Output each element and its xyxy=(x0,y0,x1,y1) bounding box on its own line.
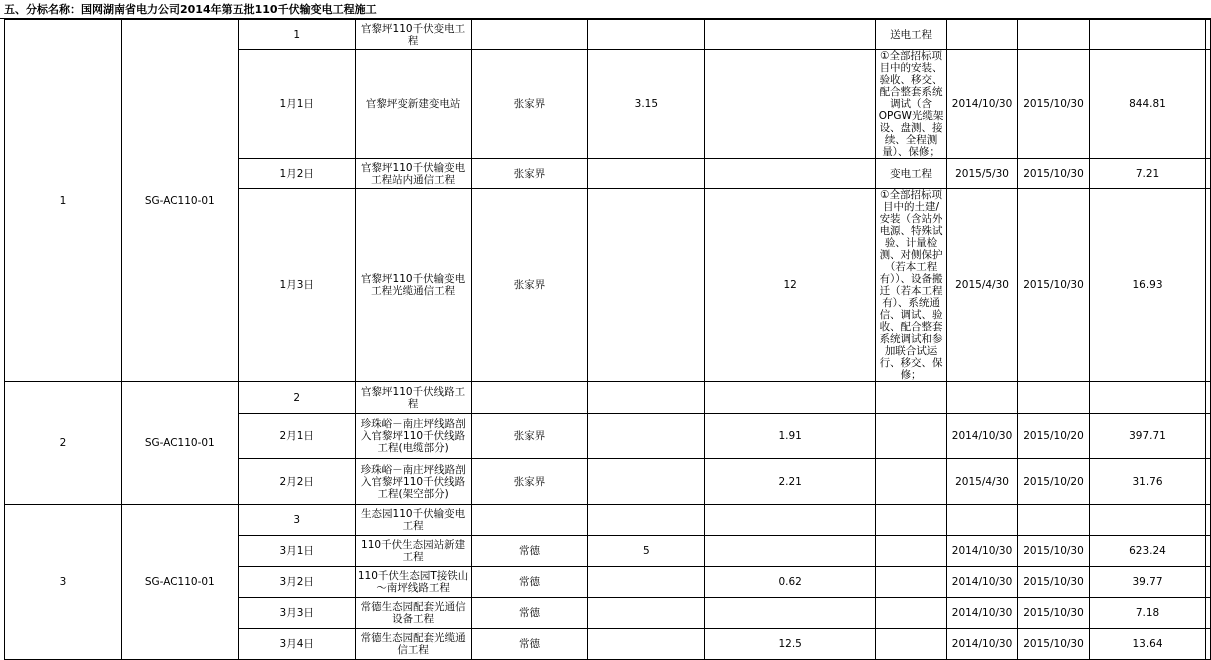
c5-cell[interactable] xyxy=(705,536,876,567)
empty-cell[interactable] xyxy=(1206,382,1211,414)
amount-cell[interactable]: 13.64 xyxy=(1090,629,1206,660)
name-cell[interactable]: 珍珠峪－南庄坪线路剖入官黎坪110千伏线路工程(架空部分) xyxy=(355,459,471,505)
c4-cell[interactable] xyxy=(588,414,705,459)
start-cell[interactable] xyxy=(947,505,1018,536)
end-cell[interactable]: 2015/10/30 xyxy=(1018,189,1090,382)
empty-cell[interactable] xyxy=(1206,536,1211,567)
idx-cell[interactable]: 2月1日 xyxy=(238,414,355,459)
idx-cell[interactable]: 1月2日 xyxy=(238,159,355,189)
c4-cell[interactable] xyxy=(588,382,705,414)
c5-cell[interactable] xyxy=(705,505,876,536)
c5-cell[interactable]: 12 xyxy=(705,189,876,382)
start-cell[interactable] xyxy=(947,20,1018,50)
empty-cell[interactable] xyxy=(1206,459,1211,505)
start-cell[interactable]: 2014/10/30 xyxy=(947,536,1018,567)
desc-cell[interactable] xyxy=(876,629,947,660)
c5-cell[interactable]: 1.91 xyxy=(705,414,876,459)
c5-cell[interactable] xyxy=(705,598,876,629)
start-cell[interactable]: 2015/4/30 xyxy=(947,459,1018,505)
amount-cell[interactable]: 397.71 xyxy=(1090,414,1206,459)
name-cell[interactable]: 官黎坪变新建变电站 xyxy=(355,50,471,159)
amount-cell[interactable]: 844.81 xyxy=(1090,50,1206,159)
idx-cell[interactable]: 3月3日 xyxy=(238,598,355,629)
c4-cell[interactable]: 5 xyxy=(588,536,705,567)
loc-cell[interactable]: 张家界 xyxy=(471,189,588,382)
empty-cell[interactable] xyxy=(1206,598,1211,629)
desc-cell[interactable] xyxy=(876,598,947,629)
name-cell[interactable]: 官黎坪110千伏变电工程 xyxy=(355,20,471,50)
loc-cell[interactable] xyxy=(471,505,588,536)
bid-table xyxy=(4,19,1211,660)
idx-cell[interactable]: 1月3日 xyxy=(238,189,355,382)
c4-cell[interactable] xyxy=(588,189,705,382)
empty-cell[interactable] xyxy=(1206,505,1211,536)
c4-cell[interactable]: 3.15 xyxy=(588,50,705,159)
loc-cell[interactable] xyxy=(471,382,588,414)
amount-cell[interactable]: 16.93 xyxy=(1090,189,1206,382)
desc-cell[interactable] xyxy=(876,505,947,536)
desc-cell[interactable]: ①全部招标项目中的安装、验收、移交、配合整套系统调试（含OPGW光缆架设、盘测、接续、全程测量）、保修； xyxy=(876,50,947,159)
loc-cell[interactable]: 常德 xyxy=(471,598,588,629)
amount-cell[interactable]: 7.18 xyxy=(1090,598,1206,629)
empty-cell[interactable] xyxy=(1206,20,1211,50)
name-cell[interactable]: 官黎坪110千伏输变电工程站内通信工程 xyxy=(355,159,471,189)
c5-cell[interactable]: 12.5 xyxy=(705,629,876,660)
start-cell[interactable]: 2015/5/30 xyxy=(947,159,1018,189)
loc-cell[interactable]: 常德 xyxy=(471,567,588,598)
end-cell[interactable]: 2015/10/30 xyxy=(1018,50,1090,159)
c4-cell[interactable] xyxy=(588,567,705,598)
c5-cell[interactable] xyxy=(705,382,876,414)
start-cell[interactable]: 2014/10/30 xyxy=(947,414,1018,459)
start-cell[interactable]: 2014/10/30 xyxy=(947,629,1018,660)
end-cell[interactable]: 2015/10/20 xyxy=(1018,414,1090,459)
idx-cell[interactable]: 3月2日 xyxy=(238,567,355,598)
idx-cell[interactable]: 3月4日 xyxy=(238,629,355,660)
loc-cell[interactable]: 张家界 xyxy=(471,459,588,505)
end-cell[interactable] xyxy=(1018,20,1090,50)
c5-cell[interactable] xyxy=(705,159,876,189)
loc-cell[interactable] xyxy=(471,20,588,50)
empty-cell[interactable] xyxy=(1206,629,1211,660)
c5-cell[interactable] xyxy=(705,50,876,159)
group-no-cell[interactable]: 1 xyxy=(5,20,122,382)
loc-cell[interactable]: 张家界 xyxy=(471,159,588,189)
desc-cell[interactable] xyxy=(876,459,947,505)
section-title: 五、分标名称：国网湖南省电力公司2014年第五批110千伏输变电工程施工 xyxy=(0,0,1211,19)
c5-cell[interactable]: 0.62 xyxy=(705,567,876,598)
c5-cell[interactable] xyxy=(705,20,876,50)
start-cell[interactable]: 2014/10/30 xyxy=(947,567,1018,598)
c5-cell[interactable]: 2.21 xyxy=(705,459,876,505)
start-cell[interactable]: 2014/10/30 xyxy=(947,598,1018,629)
c4-cell[interactable] xyxy=(588,459,705,505)
amount-cell[interactable]: 31.76 xyxy=(1090,459,1206,505)
group-no-cell[interactable]: 2 xyxy=(5,382,122,505)
idx-cell[interactable]: 3月1日 xyxy=(238,536,355,567)
start-cell[interactable]: 2015/4/30 xyxy=(947,189,1018,382)
group-code-cell[interactable]: SG-AC110-01 xyxy=(121,505,238,660)
start-cell[interactable] xyxy=(947,382,1018,414)
desc-cell[interactable] xyxy=(876,382,947,414)
loc-cell[interactable]: 张家界 xyxy=(471,414,588,459)
loc-cell[interactable]: 张家界 xyxy=(471,50,588,159)
end-cell[interactable]: 2015/10/30 xyxy=(1018,629,1090,660)
desc-cell[interactable]: ①全部招标项目中的土建/安装（含站外电源、特殊试验、计量检测、对侧保护（若本工程有））、设备搬迁（若本工程有）、系统通信、调试、验收、配合整套系统调试和参加联合试运行、移交、保修； xyxy=(876,189,947,382)
desc-cell[interactable]: 变电工程 xyxy=(876,159,947,189)
amount-cell[interactable]: 623.24 xyxy=(1090,536,1206,567)
empty-cell[interactable] xyxy=(1206,567,1211,598)
end-cell[interactable] xyxy=(1018,505,1090,536)
empty-cell[interactable] xyxy=(1206,414,1211,459)
group-code-cell[interactable]: SG-AC110-01 xyxy=(121,382,238,505)
loc-cell[interactable]: 常德 xyxy=(471,536,588,567)
name-cell[interactable]: 官黎坪110千伏线路工程 xyxy=(355,382,471,414)
empty-cell[interactable] xyxy=(1206,50,1211,159)
amount-cell[interactable]: 39.77 xyxy=(1090,567,1206,598)
name-cell[interactable]: 官黎坪110千伏输变电工程光缆通信工程 xyxy=(355,189,471,382)
end-cell[interactable]: 2015/10/20 xyxy=(1018,459,1090,505)
loc-cell[interactable]: 常德 xyxy=(471,629,588,660)
idx-cell[interactable]: 1月1日 xyxy=(238,50,355,159)
table-row xyxy=(5,382,1211,414)
empty-cell[interactable] xyxy=(1206,159,1211,189)
group-code-cell[interactable]: SG-AC110-01 xyxy=(121,20,238,382)
table-row xyxy=(5,20,1211,50)
amount-cell[interactable] xyxy=(1090,20,1206,50)
desc-cell[interactable]: 送电工程 xyxy=(876,20,947,50)
group-no-cell[interactable]: 3 xyxy=(5,505,122,660)
name-cell[interactable]: 生态园110千伏输变电工程 xyxy=(355,505,471,536)
start-cell[interactable]: 2014/10/30 xyxy=(947,50,1018,159)
c4-cell[interactable] xyxy=(588,629,705,660)
amount-cell[interactable] xyxy=(1090,505,1206,536)
end-cell[interactable]: 2015/10/30 xyxy=(1018,536,1090,567)
c4-cell[interactable] xyxy=(588,159,705,189)
end-cell[interactable]: 2015/10/30 xyxy=(1018,598,1090,629)
name-cell[interactable]: 110千伏生态园T接铁山～南坪线路工程 xyxy=(355,567,471,598)
name-cell[interactable]: 常德生态园配套光缆通信工程 xyxy=(355,629,471,660)
desc-cell[interactable] xyxy=(876,567,947,598)
table-row xyxy=(5,505,1211,536)
idx-cell[interactable]: 2 xyxy=(238,382,355,414)
end-cell[interactable]: 2015/10/30 xyxy=(1018,567,1090,598)
end-cell[interactable] xyxy=(1018,382,1090,414)
amount-cell[interactable] xyxy=(1090,382,1206,414)
name-cell[interactable]: 110千伏生态园站新建工程 xyxy=(355,536,471,567)
c4-cell[interactable] xyxy=(588,20,705,50)
empty-cell[interactable] xyxy=(1206,189,1211,382)
c4-cell[interactable] xyxy=(588,505,705,536)
name-cell[interactable]: 珍珠峪－南庄坪线路剖入官黎坪110千伏线路工程(电缆部分) xyxy=(355,414,471,459)
c4-cell[interactable] xyxy=(588,598,705,629)
name-cell[interactable]: 常德生态园配套光通信设备工程 xyxy=(355,598,471,629)
amount-cell[interactable]: 7.21 xyxy=(1090,159,1206,189)
idx-cell[interactable]: 2月2日 xyxy=(238,459,355,505)
desc-cell[interactable] xyxy=(876,414,947,459)
idx-cell[interactable]: 1 xyxy=(238,20,355,50)
desc-cell[interactable] xyxy=(876,536,947,567)
idx-cell[interactable]: 3 xyxy=(238,505,355,536)
end-cell[interactable]: 2015/10/30 xyxy=(1018,159,1090,189)
